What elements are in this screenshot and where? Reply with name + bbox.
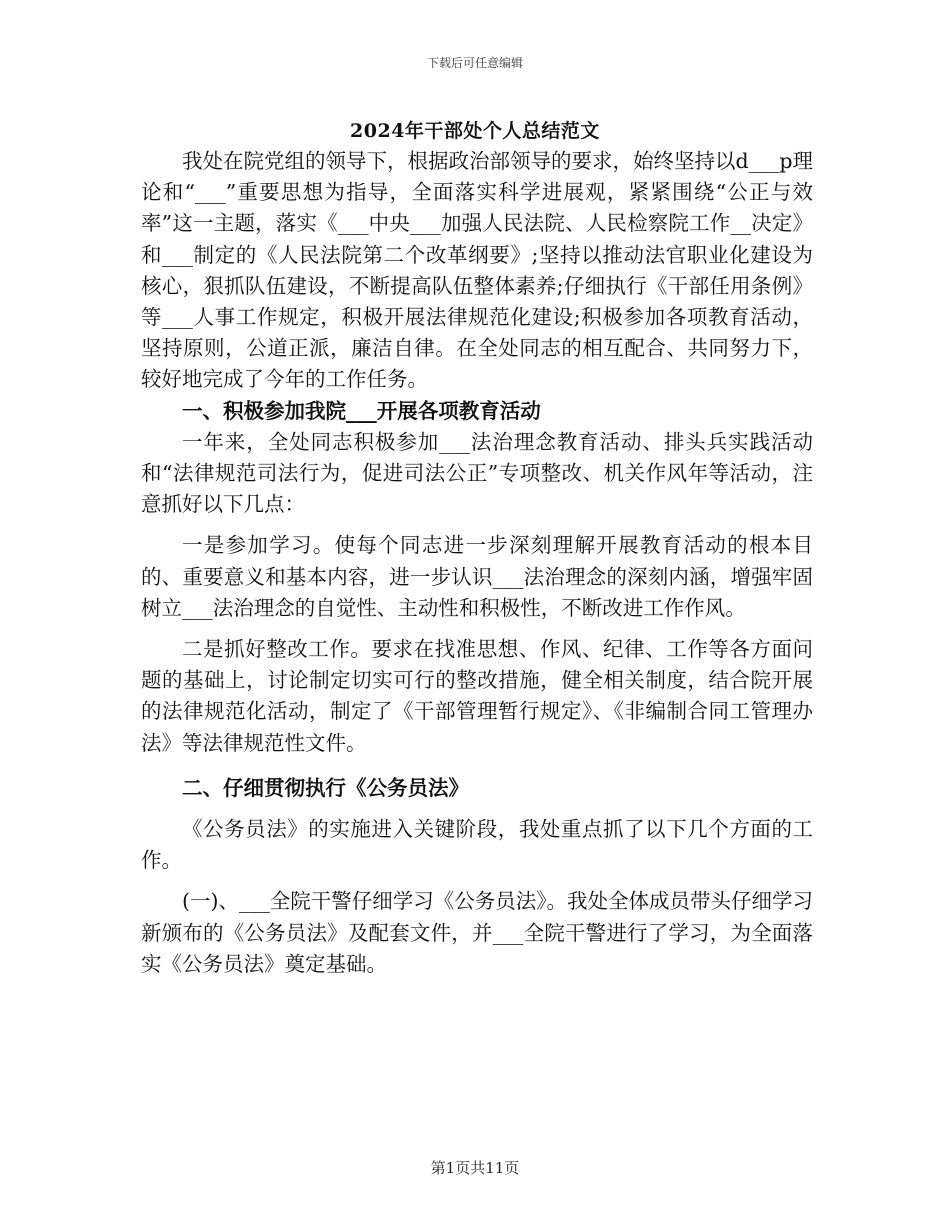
page-number: 第1页共11页 [430, 1159, 520, 1177]
section-1-paragraph: 一年来，全处同志积极参加___法治理念教育活动、排头兵实践活动和“法律规范司法行为，促进司法公正”专项整改、机关作风年等活动，注意抓好以下几点： [141, 429, 813, 517]
intro-paragraph: 我处在院党组的领导下，根据政治部领导的要求，始终坚持以d___p理论和“___”重要思想为指导，全面落实科学进展观，紧紧围绕“公正与效率”这一主题，落实《___中央___加强人民法院、人民检察院工作__决定》和___制定的《人民法院第二个改革纲要》;坚持以推动法官职业化建设为核心，狠抓队伍建设，不断提高队伍整体素养;仔细执行《干部任用条例》等___人事工作规定，积极开展法律规范化建设;积极参加各项教育活动，坚持原则，公道正派，廉洁自律。在全处同志的相互配合、共同努力下，较好地完成了今年的工作任务。 [141, 149, 813, 392]
point-two-paragraph: 二是抓好整改工作。要求在找准思想、作风、纪律、工作等各方面问题的基础上，讨论制定切实可行的整改措施，健全相关制度，结合院开展的法律规范化活动，制定了《干部管理暂行规定》、《非编制合同工管理办法》等法律规范性文件。 [141, 637, 813, 755]
section-heading-2: 二、仔细贯彻执行《公务员法》 [182, 775, 469, 800]
document-body [141, 146, 813, 980]
subsection-1-paragraph: (一)、___全院干警仔细学习《公务员法》。我处全体成员带头仔细学习新颁布的《公务员法》及配套文件，并___全院干警进行了学习，为全面落实《公务员法》奠定基础。 [141, 889, 813, 976]
page-header-note: 下载后可任意编辑 [426, 56, 523, 70]
point-one-paragraph: 一是参加学习。使每个同志进一步深刻理解开展教育活动的根本目的、重要意义和基本内容，进一步认识___法治理念的深刻内涵，增强牢固树立___法治理念的自觉性、主动性和积极性，不断改进工作作风。 [141, 533, 813, 620]
section-heading-1: 一、积极参加我院___开展各项教育活动 [182, 398, 541, 423]
document-title: 2024年干部处个人总结范文 [350, 120, 600, 142]
section-2-paragraph: 《公务员法》的实施进入关键阶段，我处重点抓了以下几个方面的工作。 [141, 817, 813, 873]
